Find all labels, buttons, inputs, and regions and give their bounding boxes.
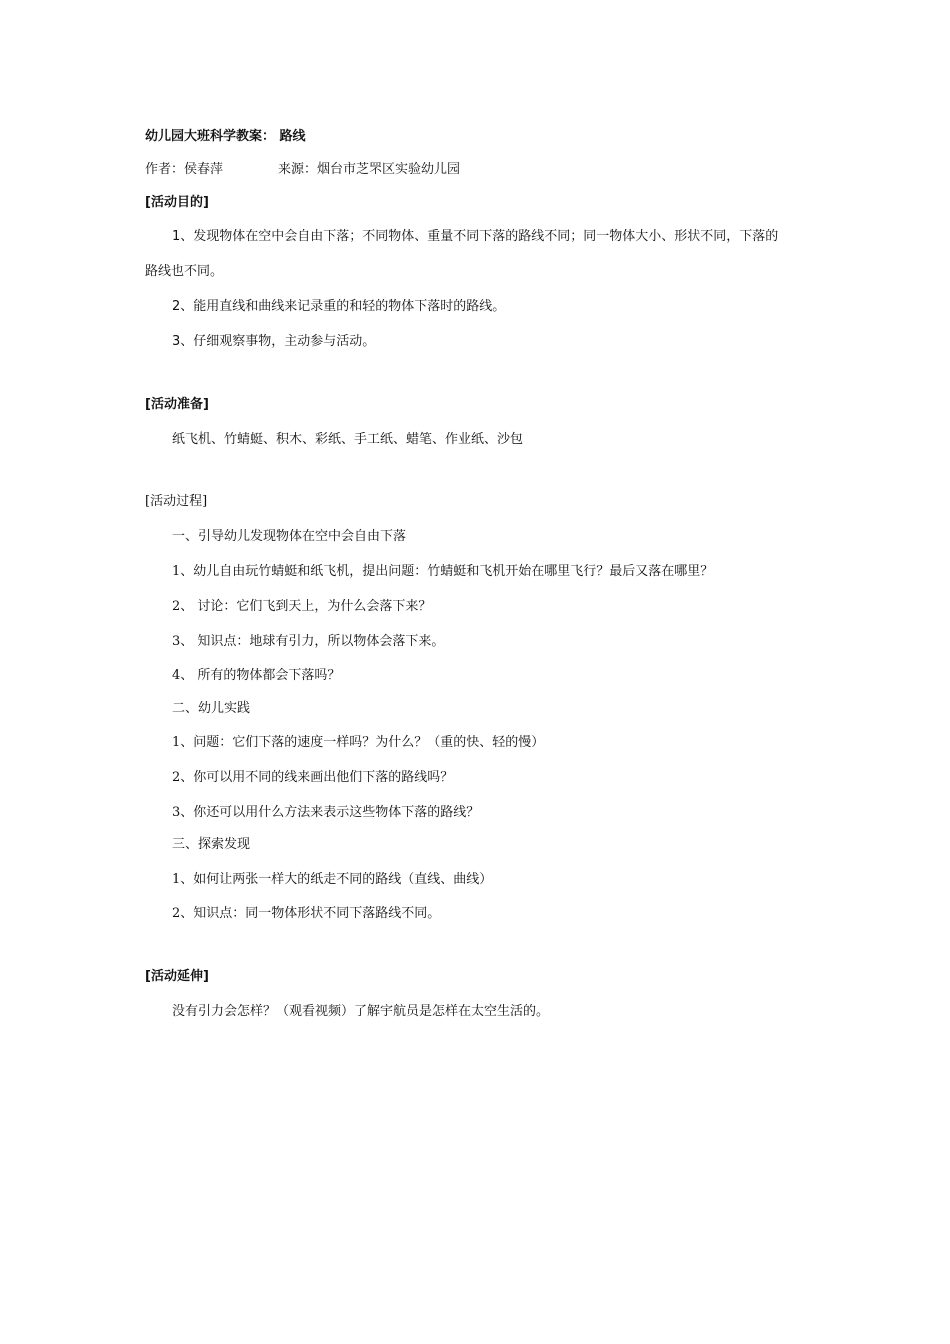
goal-item-3: 3、仔细观察事物，主动参与活动。 [172,334,376,349]
process-line: 4、 所有的物体都会下落吗？ [172,668,341,683]
goal-item-1: 1、发现物体在空中会自由下落；不同物体、重量不同下落的路线不同；同一物体大小、形状不同，下落的 [172,229,779,244]
goal-item-2: 2、能用直线和曲线来记录重的和轻的物体下落时的路线。 [172,299,506,314]
process-line: 2、你可以用不同的线来画出他们下落的路线吗？ [172,770,454,785]
source-text: 来源：烟台市芝罘区实验幼儿园 [278,162,461,177]
goal-heading: [活动目的] [145,195,209,210]
process-heading: [活动过程] [145,494,208,509]
prep-heading: [活动准备] [145,397,209,412]
extend-heading: [活动延伸] [145,969,209,984]
process-line: 3、 知识点：地球有引力，所以物体会落下来。 [172,634,445,649]
process-line: 2、 讨论：它们飞到天上，为什么会落下来？ [172,599,432,614]
process-line: 2、知识点：同一物体形状不同下落路线不同。 [172,906,441,921]
document-title: 幼儿园大班科学教案： 路线 [145,129,306,144]
prep-text: 纸飞机、竹蜻蜓、积木、彩纸、手工纸、蜡笔、作业纸、沙包 [172,432,524,447]
process-line: 1、幼儿自由玩竹蜻蜓和纸飞机，提出问题：竹蜻蜓和飞机开始在哪里飞行？最后又落在哪里？ [172,564,714,579]
extend-text: 没有引力会怎样？（观看视频）了解宇航员是怎样在太空生活的。 [172,1004,550,1019]
process-line: 一、引导幼儿发现物体在空中会自由下落 [172,529,407,544]
author-text: 作者：侯春萍 [145,162,224,177]
author-line [145,162,461,178]
process-line: 1、问题：它们下落的速度一样吗？为什么？（重的快、轻的慢） [172,735,545,750]
process-line: 3、你还可以用什么方法来表示这些物体下落的路线？ [172,805,480,820]
process-line: 二、幼儿实践 [172,701,251,716]
process-line: 三、探索发现 [172,837,251,852]
process-line: 1、如何让两张一样大的纸走不同的路线（直线、曲线） [172,872,493,887]
goal-item-1-cont: 路线也不同。 [145,264,224,279]
